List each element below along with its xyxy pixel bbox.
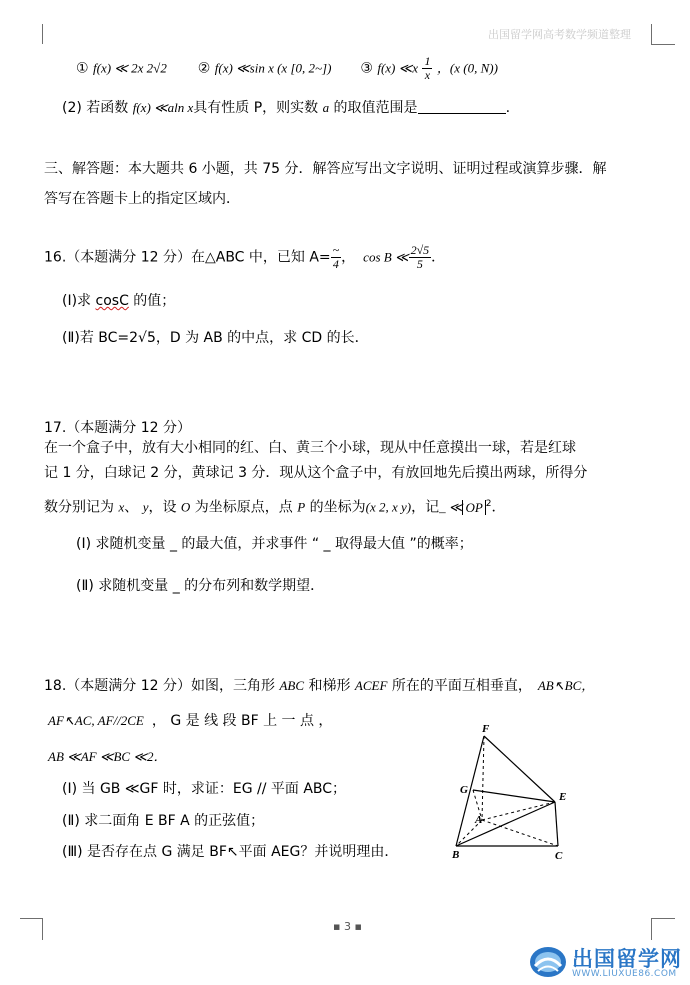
q17-title: 17.（本题满分 12 分） [44, 420, 191, 436]
logo-url: WWW.LIUXUE86.COM [572, 969, 677, 979]
q15-fraction: $\frac{1}{x}$ [424, 54, 431, 82]
label-G: G [460, 784, 468, 796]
q17-line3: 数分别记为 x、 y，设 O 为坐标原点，点 P 的坐标为(x 2, x y)，记_ ≪ OP $^2$． [44, 499, 506, 516]
label-B: B [452, 849, 460, 861]
q15-part2: (2) 若函数 f(x) ≪aln x具有性质 P，则实数 a 的取值范围是 . [62, 100, 511, 116]
q18-line3: AB ≪AF ≪BC ≪2． [48, 749, 167, 764]
label-A: A [475, 814, 483, 826]
label-E: E [559, 791, 567, 803]
label-C: C [555, 850, 563, 862]
q18-line2: AF↖AC, AF//2CE ， G 是 线 段 BF 上 一 点 ， [48, 713, 333, 729]
label-F: F [482, 723, 490, 735]
q16-angle-fraction: $\frac{\sim}{4}$ [332, 243, 340, 271]
q16-cos-fraction: $\frac{2√5}{5}$ [410, 243, 430, 271]
globe-logo-icon [528, 944, 568, 980]
vector-op: OP [462, 500, 485, 515]
q16-stem: 16.（本题满分 12 分）在△ABC 中，已知 A= $\frac{\sim}{4}$ ， cos B ≪ $\frac{2√5}{5}$ ． [44, 243, 446, 271]
site-logo [528, 942, 690, 982]
answer-blank [418, 99, 506, 114]
q17-part1: (I) 求随机变量 _ 的最大值，并求事件 “ _ 取得最大值 ”的概率； [76, 536, 473, 552]
q18-geometry-figure [448, 720, 576, 865]
q16-part2: (Ⅱ)若 BC=2√5，D 为 AB 的中点，求 CD 的长． [62, 330, 369, 346]
q16-part1: (I)求 cosC 的值； [62, 293, 176, 309]
q17-line1: 在一个盒子中，放有大小相同的红、白、黄三个小球，现从中任意摸出一球，若是红球 [44, 440, 576, 456]
q17-line2: 记 1 分，白球记 2 分，黄球记 3 分．现从这个盒子中，有放回地先后摸出两球，所得分 [44, 465, 588, 481]
spell-check-underline: cosC [95, 293, 129, 309]
q17-part2: (Ⅱ) 求随机变量 _ 的分布列和数学期望． [76, 578, 325, 594]
q18-part2: (Ⅱ) 求二面角 E BF A 的正弦值； [62, 813, 265, 829]
page-number: ▪ 3 ▪ [333, 920, 362, 933]
q15-options: ① f(x) ≪ 2x 2√2 ② f(x) ≪sin x (x [0, 2~]) ③ f(x) ≪x $\frac{1}{x}$ ，(x (0, N)) [76, 54, 498, 82]
section3-line1: 三、解答题：本大题共 6 小题，共 75 分．解答应写出文字说明、证明过程或演算步骤．解 [44, 161, 607, 177]
q18-part1: (Ⅰ) 当 GB ≪GF 时，求证：EG // 平面 ABC； [62, 781, 347, 797]
section3-line2: 答写在答题卡上的指定区域内． [44, 191, 240, 207]
logo-text: 出国留学网 [572, 947, 682, 971]
q18-part3: (Ⅲ) 是否存在点 G 满足 BF↖平面 AEG？并说明理由． [62, 844, 399, 860]
q18-line1: 18.（本题满分 12 分）如图，三角形 ABC 和梯形 ACEF 所在的平面互相垂直， AB↖BC， [44, 678, 595, 694]
header-watermark: 出国留学网高考数学频道整理 [488, 28, 631, 41]
